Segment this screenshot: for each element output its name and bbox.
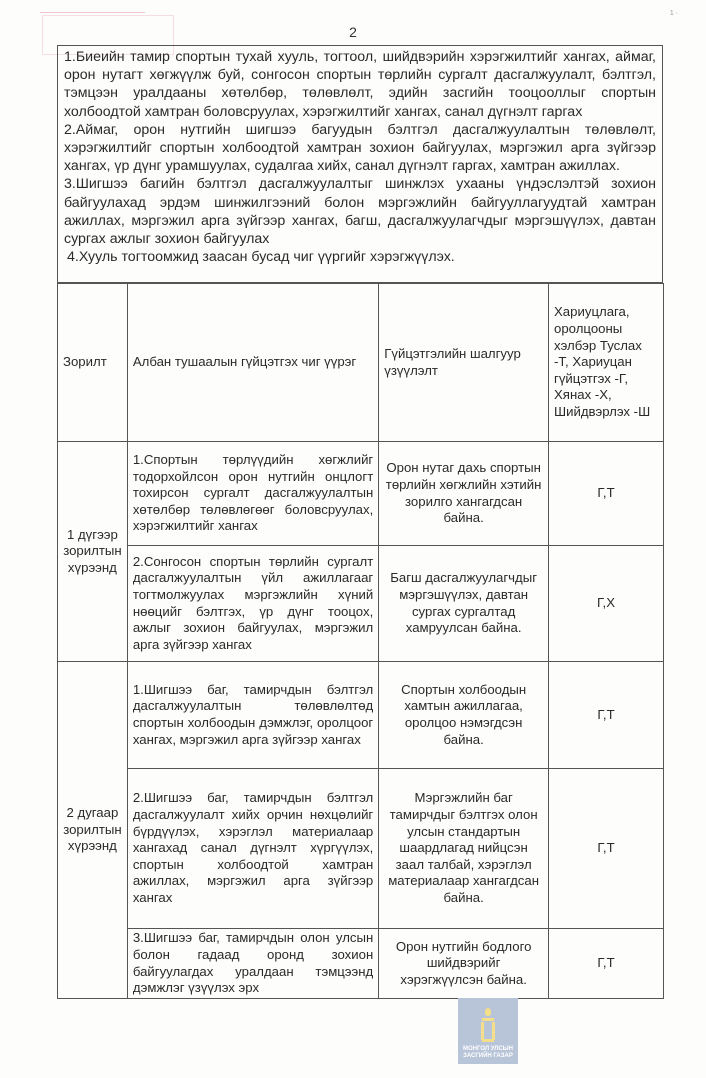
criteria-cell: Мэргэжлийн баг тамирчдыг бэлтгэх олон улсын стандартын шаардлагад нийцсэн заал талбай, хэрэглэл материалаар хангагдсан байна. [379,769,549,929]
corner-mark: 1 · [669,10,678,17]
function-item-2: 2.Аймаг, орон нутгийн шигшээ багуудын бэлтгэл дасгалжуулалтын төлөвлөлт, хэрэгжилтийг спортын холбоодтой хамтран зохион байгуулах, мэргэжил арга зүйгээр хангах, үр дүнг урамшуулах, судалгаа хийх, санал дүгнэлт гаргах, хамтран ажиллах. [64,121,656,175]
header-goal: Зорилт [58,284,128,442]
table-row [58,546,664,662]
function-item-3: 3.Шигшээ багийн бэлтгэл дасгалжуулалтыг шинжлэх ухааны үндэслэлтэй зохион байгуулахад эрдэм шинжилгээний болон мэргэжлийн байгууллагуудтай хамтран ажиллах, мэргэжил арга зүйгээр хангах, багш, дасгалжуулагчдыг мэргэшүүлэх, давтан сургах ажлыг зохион байгуулах [64,176,656,248]
function-item-1: 1.Биеийн тамир спортын тухай хууль, тогтоол, шийдвэрийн хэрэгжилтийг хангах, аймаг, орон нутагт хөгжүүлж буй, сонгосон спортын төрлийн сургалт дасгалжуулалт, бэлтгэл, тэмцээн уралдааны хөтөлбөр, төлөвлөлт, эдийн засгийн тооцооллыг спортын холбоодтой хамтран боловсруулах, хэрэгжилтийг хангах, санал дүгнэлт гаргах [64,49,656,120]
header-criteria: Гүйцэтгэлийн шалгуур үзүүлэлт [379,284,549,442]
table-row [58,929,664,999]
table-row [58,769,664,929]
table-header-row [58,284,664,442]
table-row [58,662,664,769]
criteria-cell: Орон нутаг дахь спортын төрлийн хөгжлийн хэтийн зорилго хангагдсан байна. [379,442,549,546]
role-cell: Г,Т [549,929,664,999]
government-logo [458,998,518,1064]
page-number: 2 [349,24,357,40]
role-cell: Г,Х [549,546,664,662]
duty-cell: 1.Спортын төрлүүдийн хөгжлийг тодорхойлсон орон нутгийн онцлогт тохирсон сургалт дасгалжуулалтын хөтөлбөр төлөвлөгөөг боловсруулах, хэрэгжилтийг хангах [127,442,378,546]
functions-list-box [57,45,663,283]
duty-cell: 3.Шигшээ баг, тамирчдын олон улсын болон гадаад оронд зохион байгуулагдах уралдаан тэмцээнд дэмжлэг үзүүлэх эрх [127,929,378,999]
header-role: Хариуцлага, оролцооны хэлбэр Туслах -Т, Хариуцан гүйцэтгэх -Г, Хянах -Х, Шийдвэрлэх -Ш [549,284,664,442]
stamp-line [40,12,145,13]
function-item-4: 4.Хууль тогтоомжид заасан бусад чиг үүргийг хэрэгжүүлэх. [67,249,455,266]
role-cell: Г,Т [549,769,664,929]
duty-cell: 2.Шигшээ баг, тамирчдын бэлтгэл дасгалжуулалт хийх орчин нөхцөлийг бүрдүүлэх, хэрэглэл материалаар хангахад санал дүгнэлт хүргүүлэх, спортын холбоодтой хамтран ажиллах, мэргэжил арга зүйгээр хангах [127,769,378,929]
criteria-cell: Багш дасгалжуулагчдыг мэргэшүүлэх, давтан сургах сургалтад хамруулсан байна. [379,546,549,662]
duties-table [57,283,664,999]
role-cell: Г,Т [549,662,664,769]
table-row [58,442,664,546]
soyombo-icon [481,1008,495,1042]
role-cell: Г,Т [549,442,664,546]
header-duty: Албан тушаалын гүйцэтгэх чиг үүрэг [127,284,378,442]
goal-cell-1: 1 дүгээр зорилтын хүрээнд [58,442,128,662]
criteria-cell: Спортын холбоодын хамтын ажиллагаа, оролцоо нэмэгдсэн байна. [379,662,549,769]
criteria-cell: Орон нутгийн бодлого шийдвэрийг хэрэгжүүлсэн байна. [379,929,549,999]
duty-cell: 1.Шигшээ баг, тамирчдын бэлтгэл дасгалжуулалтын төлөвлөлтөд спортын холбоодын дэмжлэг, оролцоог хангах, мэргэжил арга зүйгээр хангах [127,662,378,769]
duty-cell: 2.Сонгосон спортын төрлийн сургалт дасгалжуулалтын үйл ажиллагааг тогтмолжуулах мэргэжлийн хүний нөөцийг бэлтгэх, үр дүнг тооцох, ажлыг зохион байгуулах, мэргэжил арга зүйгээр хангах [127,546,378,662]
goal-cell-2: 2 дугаар зорилтын хүрээнд [58,662,128,999]
logo-text: МОНГОЛ УЛСЫН ЗАСГИЙН ГАЗАР [463,1046,513,1059]
